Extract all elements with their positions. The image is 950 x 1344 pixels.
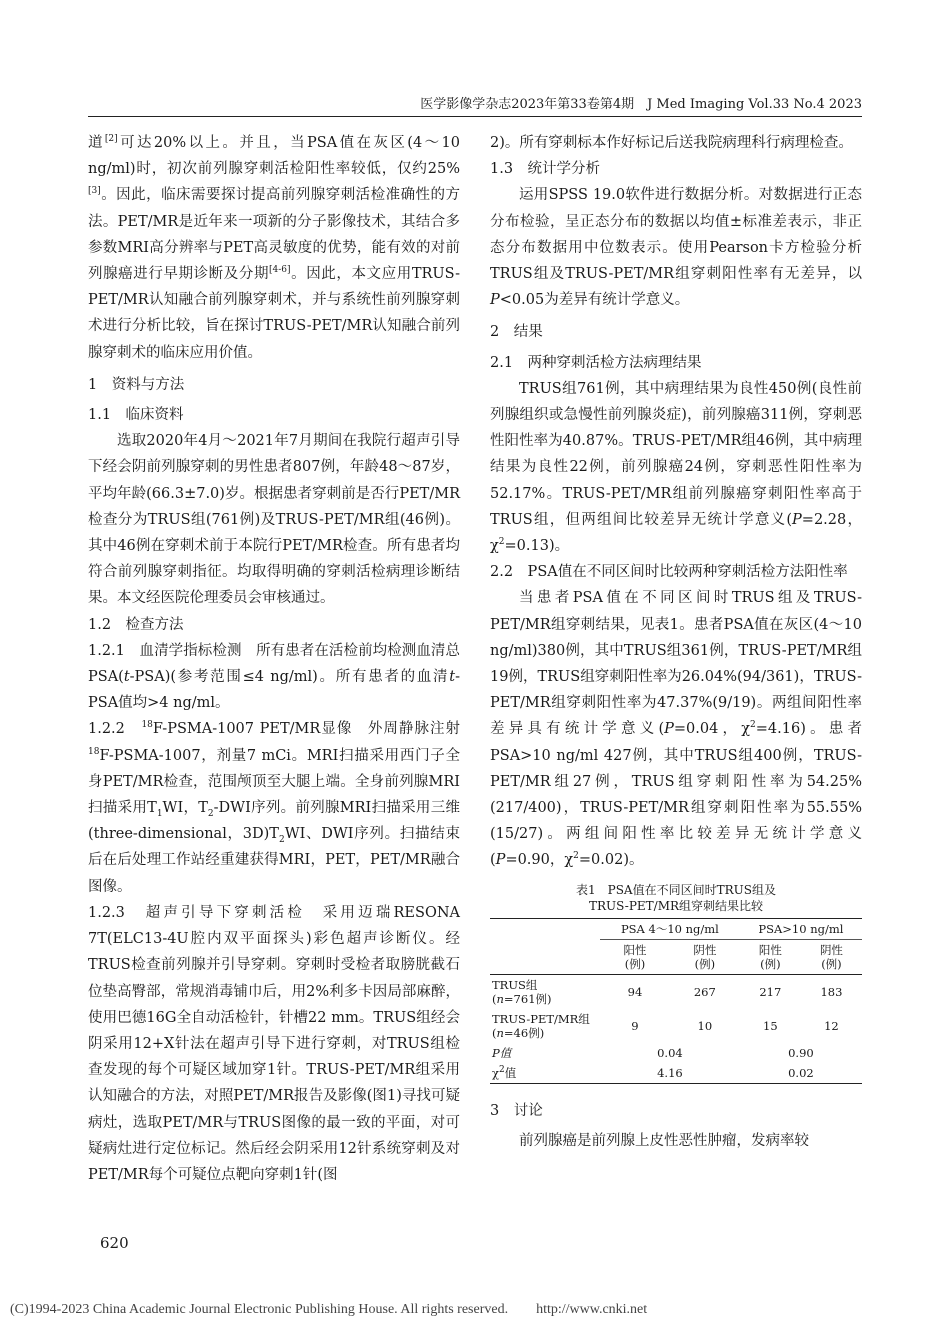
table-row: P值 0.04 0.90 — [492, 1045, 814, 1060]
intro-paragraph: 道[2]可达20%以上。并且，当PSA值在灰区(4～10 ng/ml)时，初次前列腺穿刺活检阳性率较低，仅约25%[3]。因此，临床需要探讨提高前列腺穿刺活检准确性的方法。PET/MR是近年来一项新的分子影像技术，其结合多参数MRI高分辨率与PET高灵敏度的优势，能有效的对前列腺癌进行早期诊断及分期[4-6]。因此，本文应用TRUS-PET/MR认知融合前列腺穿刺术，并与系统性前列腺穿刺术进行分析比较，旨在探讨TRUS-PET/MR认知融合前列腺穿刺术的临床应用价值。 — [88, 134, 460, 361]
table-group-header: PSA 4～10 ng/ml — [600, 918, 740, 939]
table-row: $\chi^2$值 4.16 0.02 — [490, 1063, 862, 1084]
table-row: TRUS-PET/MR组 (n=46例) 9 10 15 12 — [492, 1011, 839, 1040]
method-123-paragraph: 1.2.3 超声引导下穿刺活检 采用迈瑞RESONA 7T(ELC13-4U腔内双平面探头)彩色超声诊断仪。经TRUS检查前列腺并引导穿刺。穿刺时受检者取膀胱截石位垫高臀部，常规消毒铺巾后，用2%利多卡因局部麻醉，使用巴德16G全自动活检针，针槽22 mm。TRUS组经会阴采用12+X针法在超声引导下进行穿刺，对TRUS组检查发现的每个可疑区域加穿1针。TRUS-PET/MR组采用认知融合的方法，对照PET/MR报告及影像(图1)寻找可疑病灶，选取PET/MR与TRUS图像的最一致的平面，对可疑病灶进行定位标记。然后经会阴采用12针系统穿刺及对PET/MR每个可疑位点靶向穿刺1针(图 — [88, 904, 460, 1183]
clinical-data-paragraph: 选取2020年4月～2021年7月期间在我院行超声引导下经会阴前列腺穿刺的男性患者807例，年龄48～87岁，平均年龄(66.3±7.0)岁。根据患者穿刺前是否行PET/MR检查分为TRUS组(761例)及TRUS-PET/MR组(46例)。其中46例在穿刺术前于本院行PET/MR检查。所有患者均符合前列腺穿刺指征。均取得明确的穿刺活检病理诊断结果。本文经医院伦理委员会审核通过。 — [88, 433, 460, 607]
citation-ref: [3] — [88, 186, 101, 197]
results-21-paragraph: TRUS组761例，其中病理结果为良性450例(良性前列腺组织或急慢性前列腺炎症)，前列腺癌311例，穿刺恶性阳性率为40.87%。TRUS-PET/MR组46例，其中病理结果为良性22例，前列腺癌24例，穿刺恶性阳性率为52.17%。TRUS-PET/MR组前列腺癌穿刺阳性率高于TRUS组，但两组间比较差异无统计学意义(P=2.28，$\chi^2=0.13$)。 — [490, 380, 863, 555]
subsection-heading: 1.1 临床资料 — [88, 407, 184, 424]
discussion-paragraph: 前列腺癌是前列腺上皮性恶性肿瘤，发病率较 — [519, 1132, 809, 1149]
table-col-header: 阴性 (例) — [693, 942, 717, 971]
copyright-footer: (C)1994-2023 China Academic Journal Electronic Publishing House. All rights reserved. http://www.cnki.net — [10, 1302, 648, 1317]
results-table — [490, 918, 862, 1084]
header-rule — [88, 116, 862, 117]
table-col-header: 阴性 (例) — [819, 942, 843, 971]
statistics-paragraph: 运用SPSS 19.0软件进行数据分析。对数据进行正态分布检验，呈正态分布的数据以均值±标准差表示，非正态分布数据用中位数表示。使用Pearson卡方检验分析TRUS组及TRUS-PET/MR组穿刺阳性率有无差异，以P<0.05为差异有统计学意义。 — [490, 187, 862, 309]
table-row: TRUS组 (n=761例) 94 267 217 183 — [492, 977, 843, 1006]
subsection-heading: 1.2 检查方法 — [88, 616, 184, 633]
left-column — [88, 130, 460, 1188]
subsection-heading: 2.1 两种穿刺活检方法病理结果 — [490, 354, 702, 371]
subsection-heading: 1.3 统计学分析 — [490, 161, 601, 178]
subsection-heading: 2.2 PSA值在不同区间时比较两种穿刺活检方法阳性率 — [490, 564, 848, 581]
right-column — [490, 130, 862, 1154]
section-heading: 1 资料与方法 — [88, 376, 185, 393]
section-heading: 2 结果 — [490, 324, 543, 341]
citation-ref: [4-6] — [269, 265, 291, 276]
method-121-paragraph: 1.2.1 血清学指标检测 所有患者在活检前均检测血清总PSA(t-PSA)(参考范围≤4 ng/ml)。所有患者的血清t-PSA值均>4 ng/ml。 — [88, 642, 460, 712]
running-header: 医学影像学杂志2023年第33卷第4期 J Med Imaging Vol.33 No.4 2023 — [420, 97, 862, 112]
table-col-header: 阳性 (例) — [623, 942, 647, 971]
method-122-paragraph: 1.2.2 $^{18}$F-PSMA-1007 PET/MR显像 外周静脉注射$^{18}$F-PSMA-1007，剂量7 mCi。MRI扫描采用西门子全身PET/MR检查，范围颅顶至大腿上端。全身前列腺MRI扫描采用$T_1WI$，$T_2$-DWI序列。前列腺MRI扫描采用三维(three-dimensional，$3D)T_2WI$、DWI序列。扫描结束后在后处理工作站经重建获得MRI，PET，PET/MR融合图像。 — [88, 720, 461, 895]
page-number: 620 — [100, 1234, 129, 1252]
continued-paragraph: 2)。所有穿刺标本作好标记后送我院病理科行病理检查。 — [490, 135, 853, 151]
table-caption: 表1 PSA值在不同区间时TRUS组及 TRUS-PET/MR组穿刺结果比较 — [576, 882, 776, 913]
citation-ref: [2] — [104, 134, 118, 145]
table-col-header: 阳性 (例) — [758, 942, 782, 971]
table-group-header: PSA>10 ng/ml — [740, 918, 862, 939]
results-22-paragraph: 当患者PSA值在不同区间时TRUS组及TRUS-PET/MR组穿刺结果，见表1。患者PSA值在灰区(4～10 ng/ml)380例，其中TRUS组361例，TRUS-PET/MR组19例，TRUS组穿刺阳性率为26.04%(94/361)，TRUS-PET/MR组穿刺阳性率为47.37%(9/19)。两组间阳性率差异具有统计学意义(P=0.04，$\chi^2=4.16$)。患者PSA>10 ng/ml 427例，其中TRUS组400例，TRUS-PET/MR组27例，TRUS组穿刺阳性率为54.25%(217/400)，TRUS-PET/MR组穿刺阳性率为55.55%(15/27)。两组间阳性率比较差异无统计学意义(P=0.90，$\chi^2=0.02$)。 — [490, 590, 863, 869]
section-heading: 3 讨论 — [490, 1102, 543, 1119]
